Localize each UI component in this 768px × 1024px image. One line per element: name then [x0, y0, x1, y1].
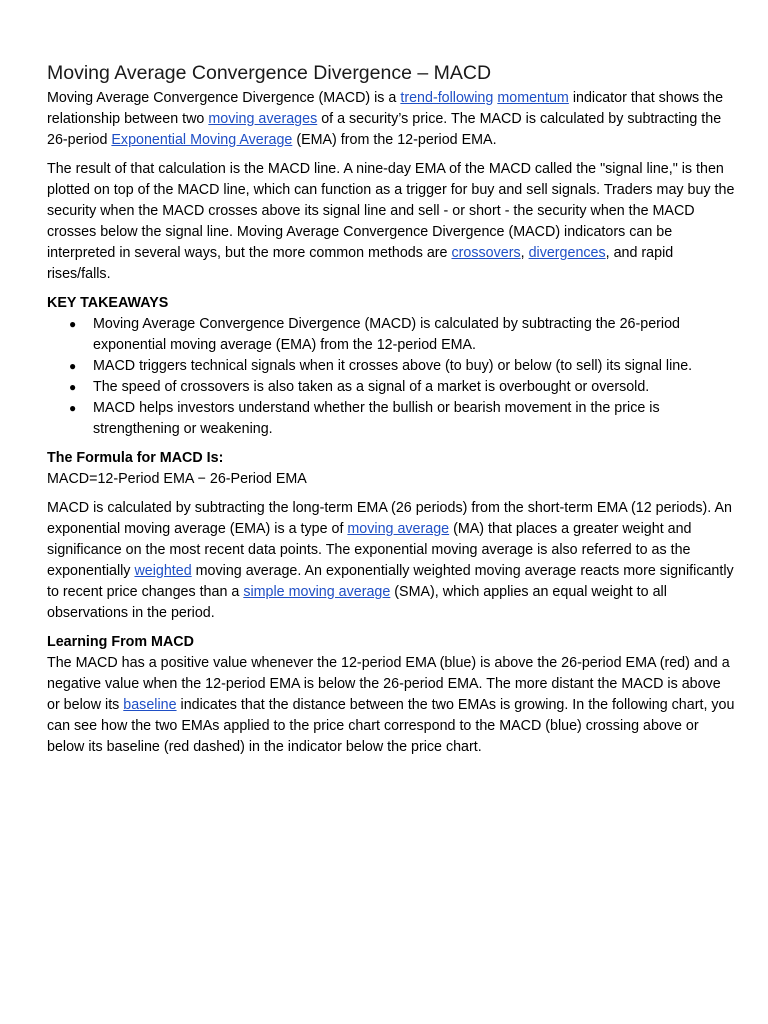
bullet-icon: ● — [69, 317, 77, 331]
learning-heading: Learning From MACD — [47, 634, 194, 650]
link-baseline[interactable]: baseline — [123, 697, 177, 713]
link-momentum[interactable]: momentum — [497, 90, 569, 106]
bullet-icon: ● — [69, 401, 77, 415]
link-moving-averages[interactable]: moving averages — [208, 111, 318, 127]
intro-paragraph: Moving Average Convergence Divergence (MACD) is a trend-following momentum indicator that shows the relationship between two moving averages of a security’s price. The MACD is calculated by subtracting the 26-period Exponential Moving Average (EMA) from the 12-period EMA. — [47, 90, 724, 148]
formula-expression: MACD=12-Period EMA − 26-Period EMA — [47, 471, 307, 487]
document-page — [47, 58, 737, 766]
list-item: ● MACD triggers technical signals when it crosses above (to buy) or below (to sell) its signal line. — [47, 356, 737, 377]
link-divergences[interactable]: divergences — [528, 245, 606, 261]
page-title: Moving Average Convergence Divergence – MACD — [47, 62, 492, 84]
signal-line-paragraph: The result of that calculation is the MACD line. A nine-day EMA of the MACD called the "signal line," is then plotted on top of the MACD line, which can function as a trigger for buy and sell signals. Traders may buy the security when the MACD crosses above its signal line and sell - or short - the security when the MACD crosses below the signal line. Moving Average Convergence Divergence (MACD) indicators can be interpreted in several ways, but the more common methods are crossovers, divergences, and rapid rises/falls. — [47, 161, 735, 282]
key-takeaways-heading: KEY TAKEAWAYS — [47, 295, 169, 311]
list-item: ● MACD helps investors understand whether the bullish or bearish movement in the price is strengthening or weakening. — [69, 400, 660, 437]
formula-heading: The Formula for MACD Is: — [47, 450, 224, 466]
bullet-icon: ● — [69, 359, 77, 373]
link-trend-following[interactable]: trend-following — [400, 90, 494, 106]
ema-explanation-paragraph: MACD is calculated by subtracting the long-term EMA (26 periods) from the short-term EMA (12 periods). An exponential moving average (EMA) is a type of moving average (MA) that places a greater weight and significance on the most recent data points. The exponential moving average is also referred to as the exponentially weighted moving average. An exponentially weighted moving average reacts more significantly to recent price changes than a simple moving average (SMA), which applies an equal weight to all observations in the period. — [47, 500, 734, 621]
bullet-icon: ● — [69, 380, 77, 394]
key-takeaways-list — [47, 314, 737, 440]
link-crossovers[interactable]: crossovers — [451, 245, 521, 261]
list-item: ● Moving Average Convergence Divergence (MACD) is calculated by subtracting the 26-period exponential moving average (EMA) from the 12-period EMA. — [69, 316, 681, 353]
link-weighted[interactable]: weighted — [134, 563, 192, 579]
link-simple-moving-average[interactable]: simple moving average — [243, 584, 391, 600]
link-exponential-moving-average[interactable]: Exponential Moving Average — [111, 132, 293, 148]
link-moving-average[interactable]: moving average — [347, 521, 450, 537]
learning-paragraph: The MACD has a positive value whenever the 12-period EMA (blue) is above the 26-period EMA (red) and a negative value when the 12-period EMA is below the 26-period EMA. The more distant the MACD is above or below its baseline indicates that the distance between the two EMAs is growing. In the following chart, you can see how the two EMAs applied to the price chart correspond to the MACD (blue) crossing above or below its baseline (red dashed) in the indicator below the price chart. — [47, 655, 735, 755]
list-item: ● The speed of crossovers is also taken as a signal of a market is overbought or oversold. — [47, 377, 737, 398]
